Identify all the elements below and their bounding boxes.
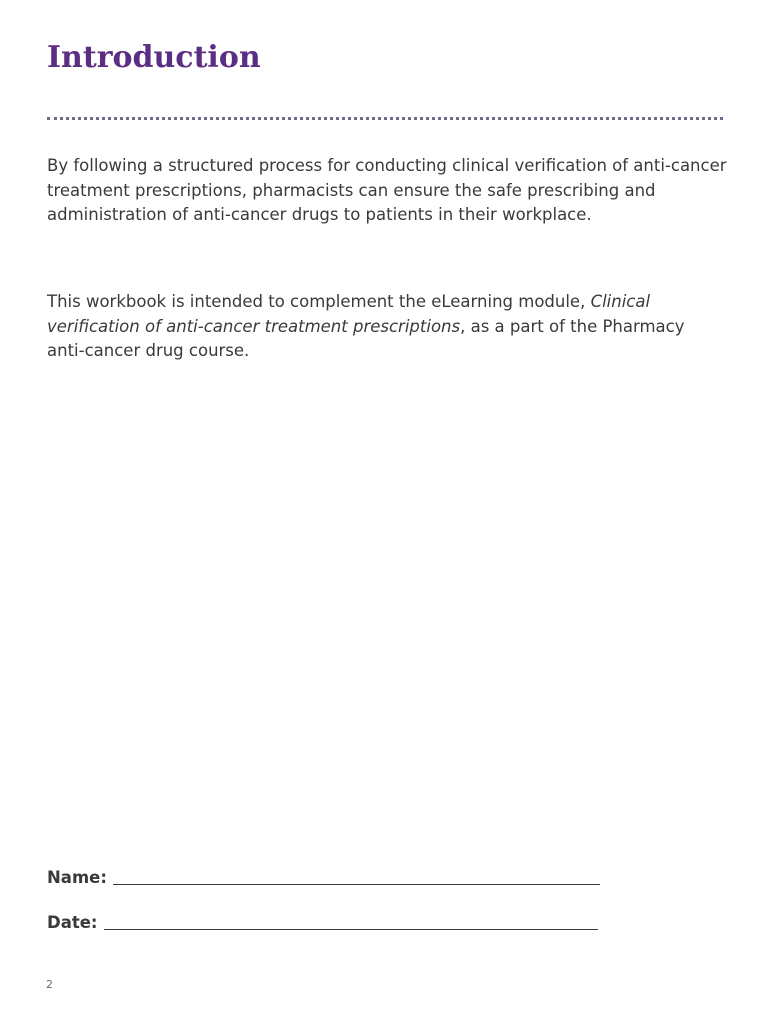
name-label: Name:: [47, 868, 107, 887]
page-number: 2: [46, 978, 53, 991]
date-label: Date:: [47, 913, 98, 932]
name-blank-line[interactable]: [113, 866, 600, 885]
date-field[interactable]: [47, 911, 607, 935]
date-blank-line[interactable]: [104, 911, 598, 930]
module-title: Clinical verification of anti-cancer treatment prescriptions: [47, 292, 651, 336]
workbook-paragraph-tail: , as a part of the Pharmacy anti-cancer drug course.: [47, 316, 685, 361]
name-field[interactable]: [47, 866, 607, 890]
page-title: Introduction: [47, 40, 261, 75]
workbook-paragraph: [47, 290, 727, 364]
intro-paragraph: By following a structured process for conducting clinical verification of anti-cancer treatment prescriptions, pharmacists can ensure the safe prescribing and administration of anti-cancer drugs to patients in their workplace.: [47, 156, 727, 225]
dotted-divider: [47, 117, 723, 120]
workbook-paragraph-lead: This workbook is intended to complement the eLearning module,: [47, 292, 591, 311]
